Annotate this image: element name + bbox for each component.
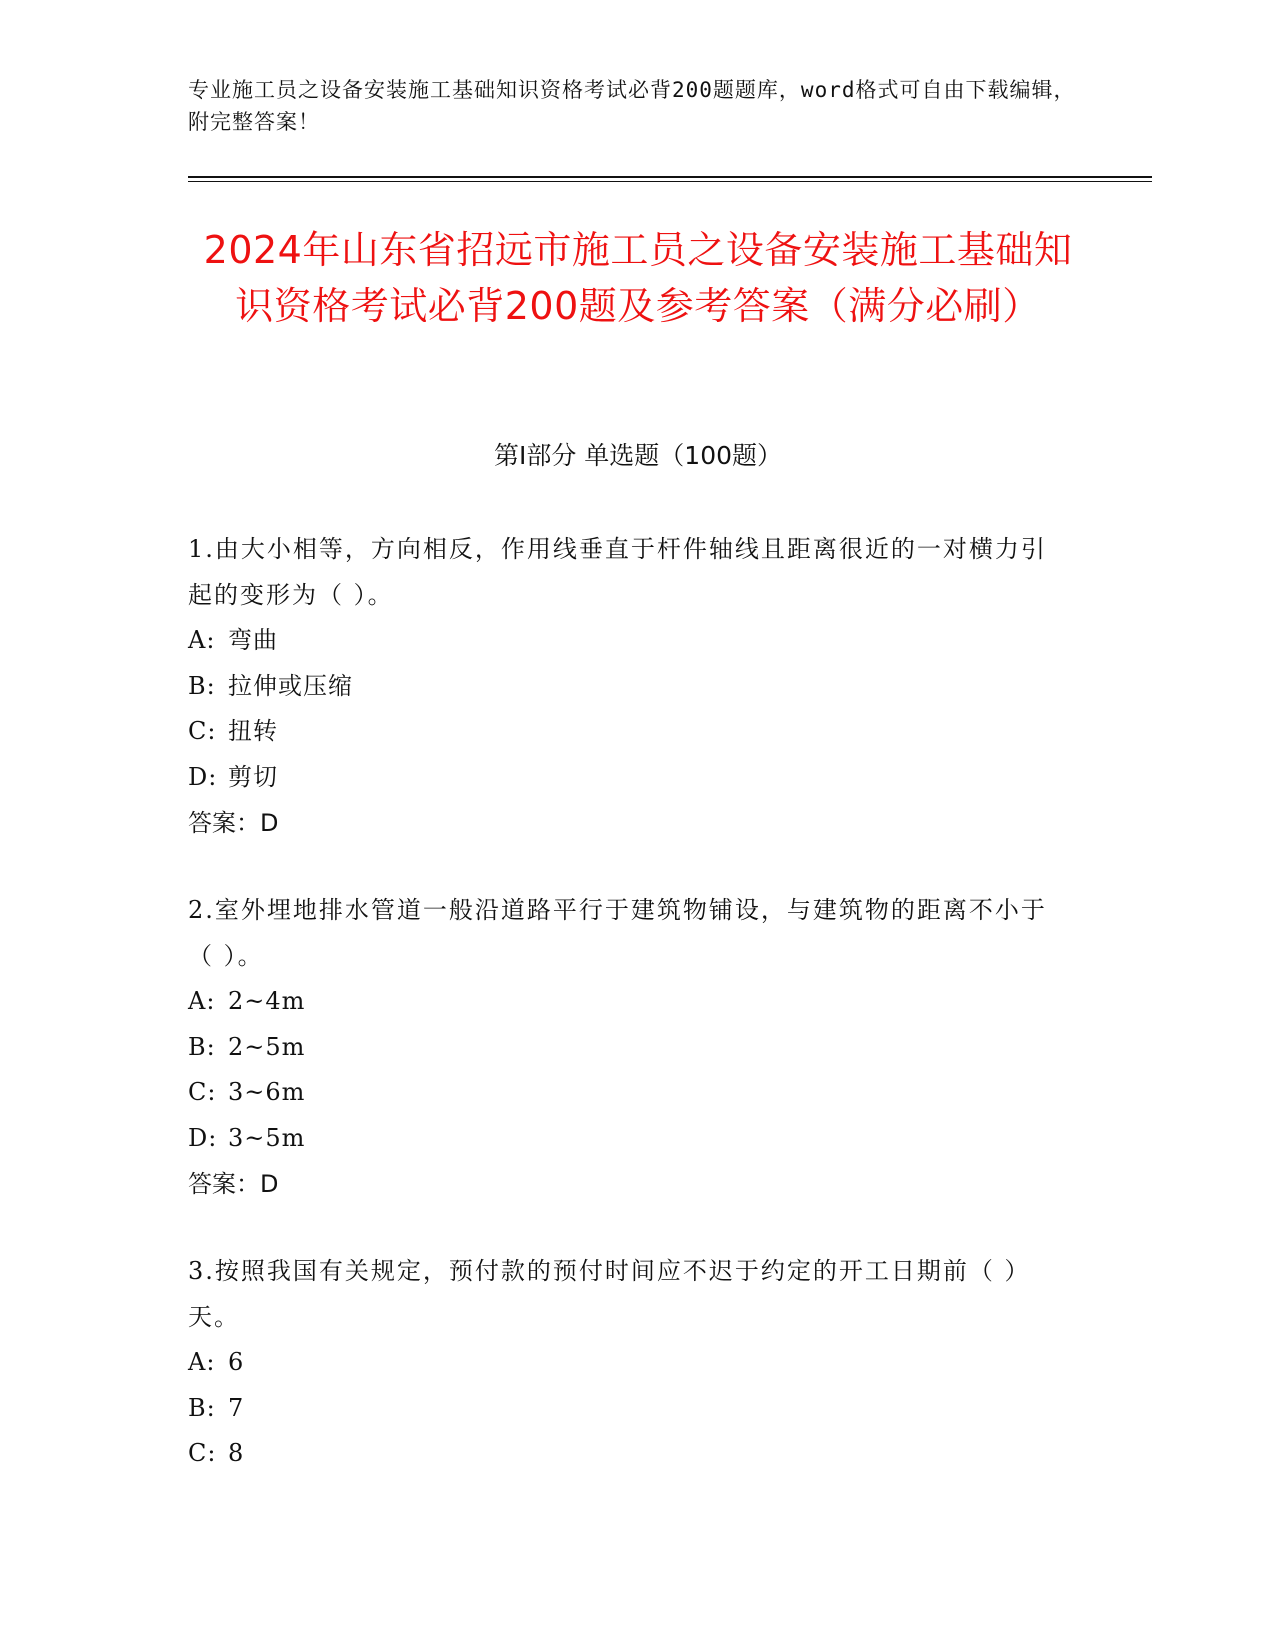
option-a [188, 1340, 1068, 1386]
option-label: B: [188, 671, 216, 700]
header-divider-thin [188, 181, 1152, 182]
answer-prefix: 答案： [188, 809, 260, 837]
question-stem: 3.按照我国有关规定，预付款的预付时间应不迟于约定的开工日期前（ ）天。 [188, 1257, 1031, 1331]
option-a [188, 618, 1068, 664]
answer-value: D [260, 1170, 279, 1198]
header-note: 专业施工员之设备安装施工基础知识资格考试必背200题题库，word格式可自由下载编辑，附完整答案！ [188, 78, 1076, 134]
answer-line [188, 1161, 1068, 1207]
answer-value: D [260, 809, 279, 837]
option-text: 8 [228, 1439, 245, 1467]
header-divider-thick [188, 176, 1152, 178]
option-label: A: [188, 987, 216, 1015]
option-text: 剪切 [228, 762, 278, 791]
question-item [188, 526, 1068, 846]
option-text: 2~4m [228, 987, 306, 1015]
question-item [188, 887, 1068, 1207]
question-list [188, 526, 1068, 1518]
option-label: B: [188, 1032, 216, 1061]
question-stem: 1.由大小相等，方向相反，作用线垂直于杆件轴线且距离很近的一对横力引起的变形为（ ）。 [188, 535, 1047, 609]
option-label: D: [188, 1123, 218, 1152]
document-title: 2024年山东省招远市施工员之设备安装施工基础知识资格考试必背200题及参考答案（满分必刷） [203, 228, 1073, 328]
option-label: C: [188, 1439, 217, 1467]
option-text: 弯曲 [228, 626, 278, 654]
question-item [188, 1248, 1068, 1477]
option-label: C: [188, 1078, 217, 1106]
answer-line [188, 800, 1068, 846]
option-b [188, 1025, 1068, 1071]
option-text: 6 [228, 1348, 245, 1376]
option-label: A: [188, 626, 216, 654]
option-d [188, 755, 1068, 801]
option-text: 3~5m [228, 1123, 306, 1152]
option-b [188, 1386, 1068, 1432]
option-label: C: [188, 717, 217, 745]
section-heading: 第Ⅰ部分 单选题（100题） [493, 441, 783, 470]
option-label: A: [188, 1348, 216, 1376]
option-c [188, 1431, 1068, 1477]
option-d [188, 1116, 1068, 1162]
option-label: D: [188, 762, 218, 791]
answer-prefix: 答案： [188, 1170, 260, 1198]
option-b [188, 664, 1068, 710]
option-c [188, 1070, 1068, 1116]
option-text: 扭转 [228, 717, 278, 745]
option-c [188, 709, 1068, 755]
option-text: 2~5m [228, 1032, 306, 1061]
option-label: B: [188, 1393, 216, 1422]
option-a [188, 979, 1068, 1025]
question-stem: 2.室外埋地排水管道一般沿道路平行于建筑物铺设，与建筑物的距离不小于（ ）。 [188, 896, 1047, 970]
option-text: 7 [228, 1393, 245, 1422]
option-text: 3~6m [228, 1078, 306, 1106]
option-text: 拉伸或压缩 [228, 671, 353, 700]
